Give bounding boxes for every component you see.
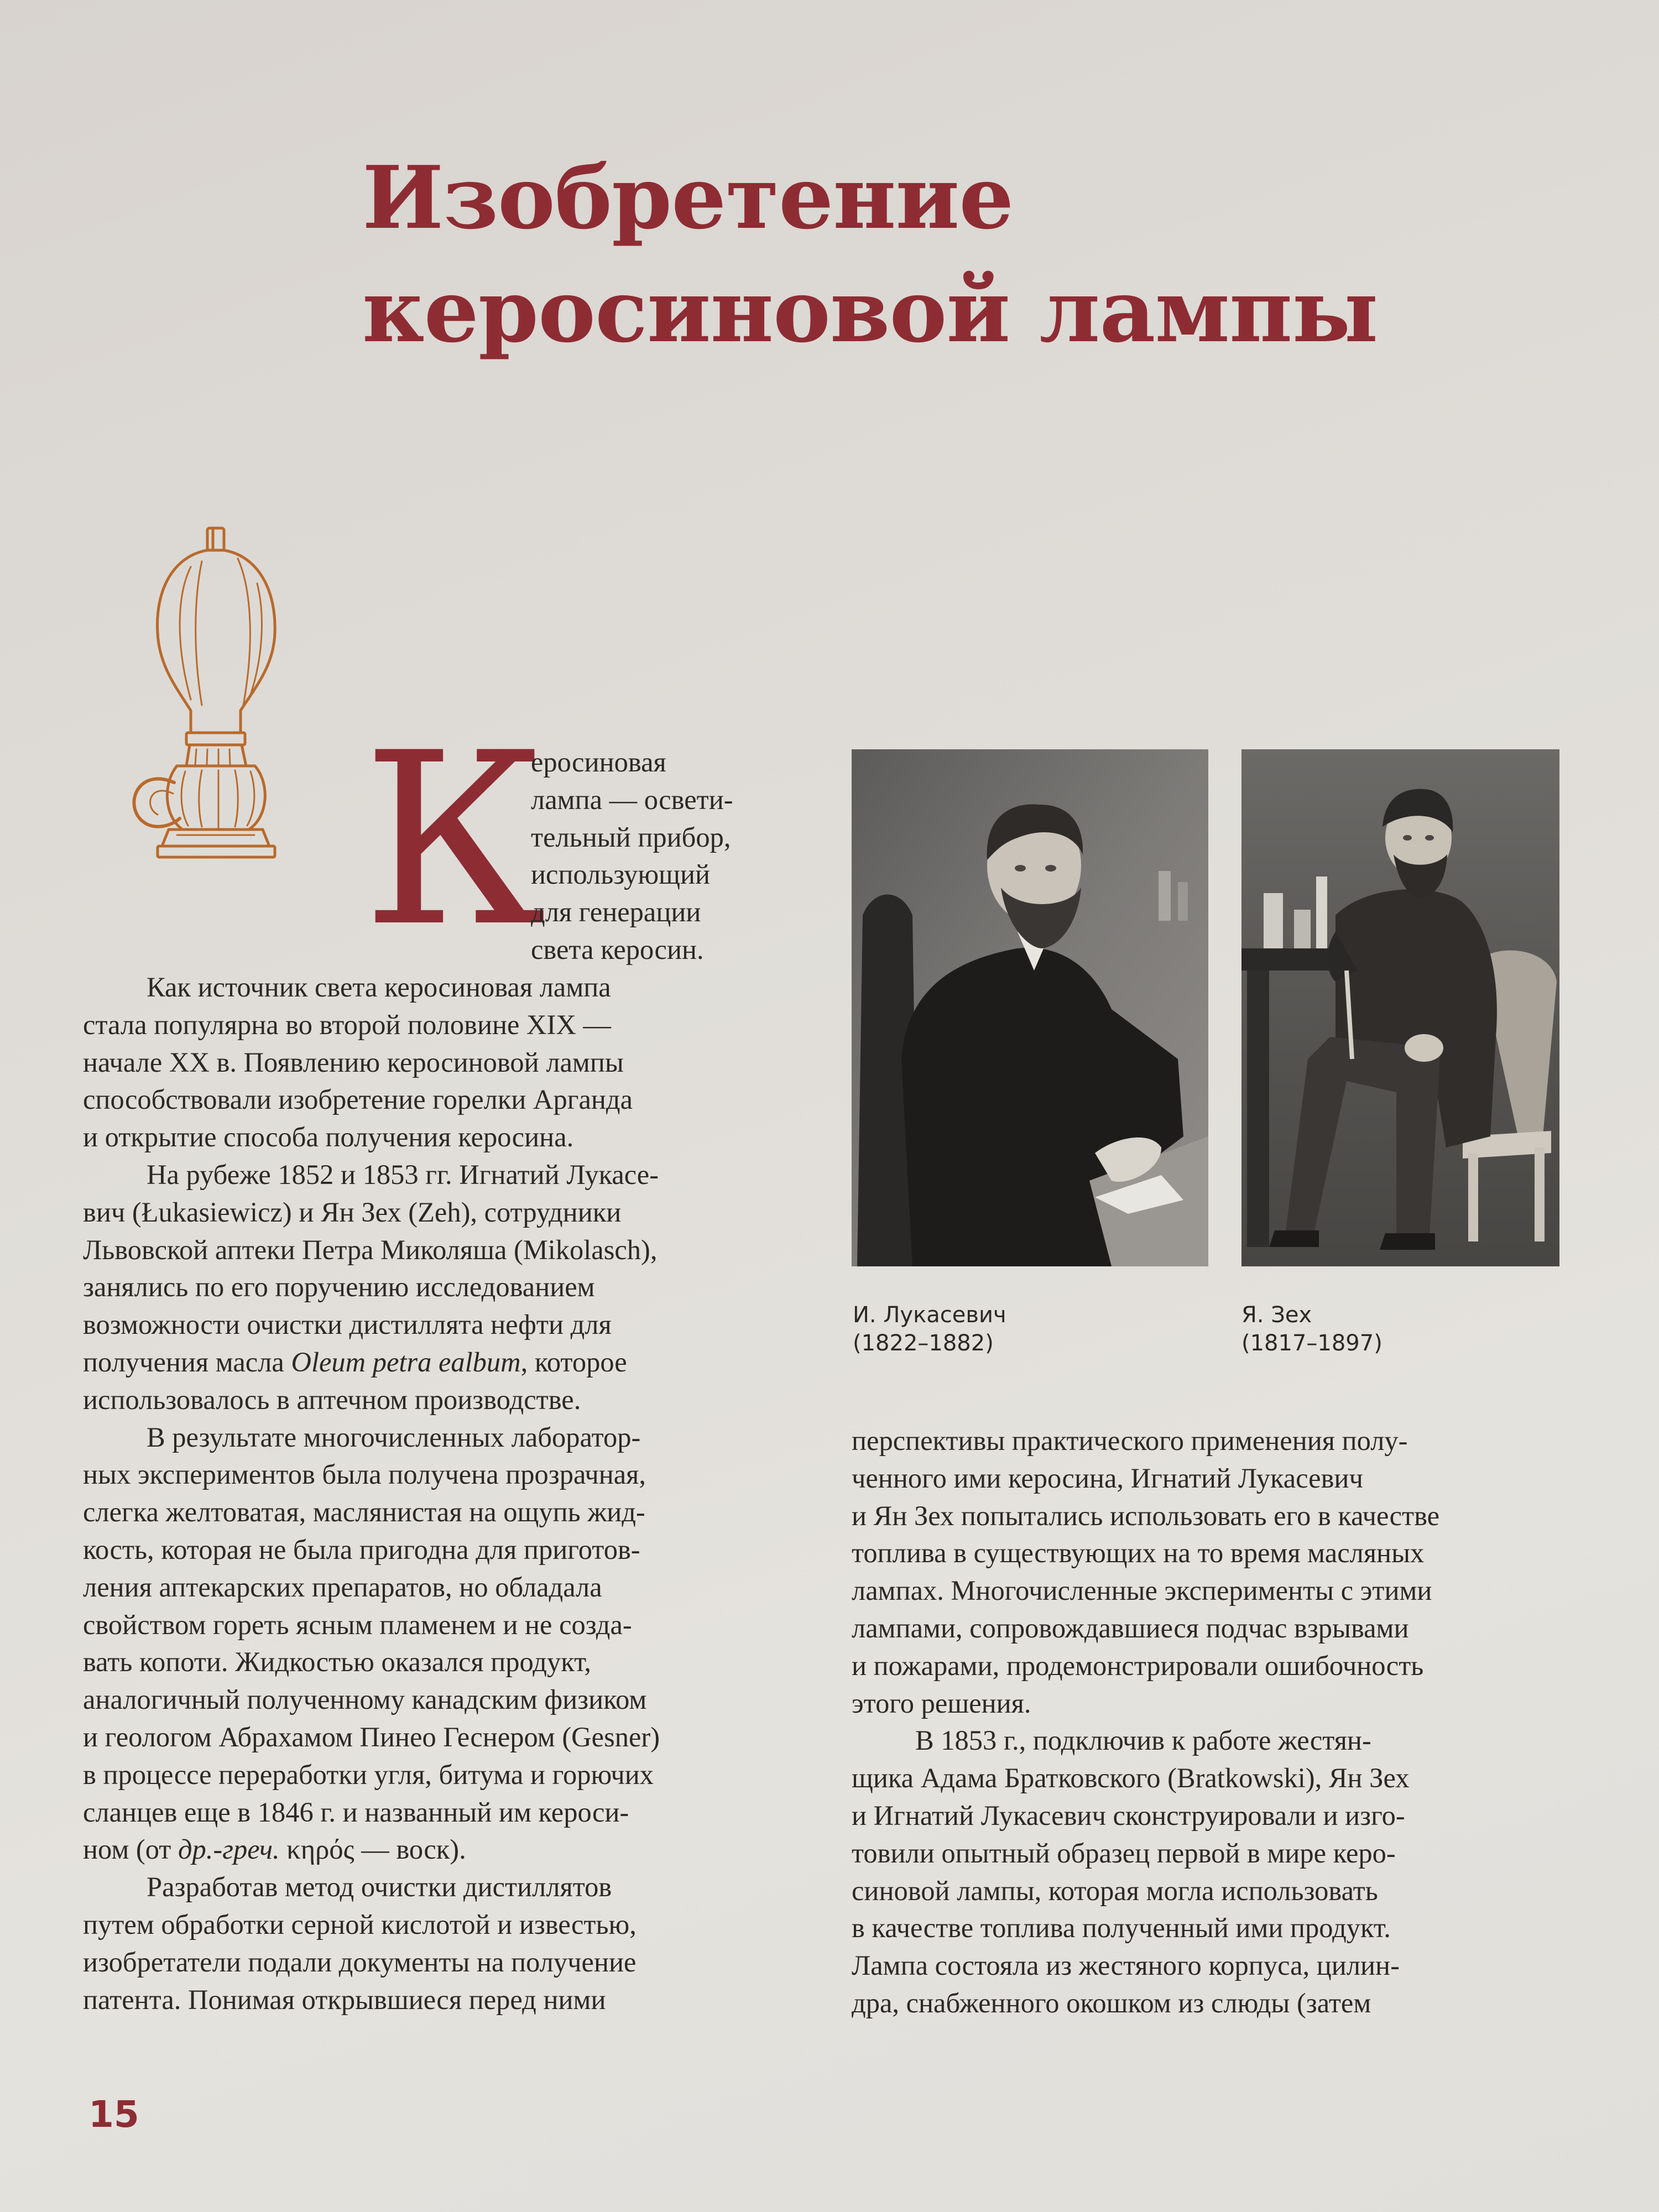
text-line: способствовали изобретение горелки Арганда xyxy=(83,1084,633,1115)
text-line: патента. Понимая открывшиеся перед ними xyxy=(83,1984,606,2015)
page-title xyxy=(362,141,1468,368)
text-fragment: получения масла xyxy=(83,1346,284,1378)
latin-term: Oleum petra ealbum xyxy=(291,1346,521,1378)
text-line: вич (Łukasiewicz) и Ян Зех (Zeh), сотрудники xyxy=(83,1196,622,1228)
text-line: тельный прибор, xyxy=(531,821,731,853)
text-fragment: ном (от xyxy=(83,1834,171,1865)
text-line: начале XX в. Появлению керосиновой лампы xyxy=(83,1046,624,1078)
text-line: В 1853 г., подключив к работе жестян- xyxy=(915,1725,1371,1756)
text-line: ления аптекарских препаратов, но обладала xyxy=(83,1571,602,1603)
text-line: Лампа состояла из жестяного корпуса, цилин- xyxy=(852,1950,1400,1981)
photo-caption-zeh xyxy=(1241,1301,1551,1358)
text-line: и геологом Абрахамом Пинео Геснером (Gesner) xyxy=(83,1721,660,1752)
left-text-column xyxy=(83,969,802,2018)
text-line: ных экспериментов была получена прозрачная, xyxy=(83,1459,646,1490)
text-line: перспективы практического применения полу- xyxy=(852,1425,1408,1456)
text-line: для генерации xyxy=(531,896,701,928)
text-line: и пожарами, продемонстрировали ошибочность xyxy=(852,1650,1424,1681)
text-line: кость, которая не была пригодна для приготов- xyxy=(83,1533,640,1565)
text-line: лампами, сопровождавшиеся подчас взрывами xyxy=(852,1612,1409,1644)
text-line: света керосин. xyxy=(531,933,704,965)
text-line: Разработав метод очистки дистиллятов xyxy=(147,1871,612,1903)
text-line: и Игнатий Лукасевич сконструировали и изго- xyxy=(852,1799,1405,1831)
page-number: 15 xyxy=(88,2093,139,2136)
text-line: лампа — освети- xyxy=(531,784,733,815)
text-line: и Ян Зех попытались использовать его в качестве xyxy=(852,1500,1440,1531)
text-line: свойством гореть ясным пламенем и не созда- xyxy=(83,1609,632,1640)
text-line: ченного ими керосина, Игнатий Лукасевич xyxy=(852,1462,1363,1494)
text-line: стала популярна во второй половине XIX — xyxy=(83,1009,611,1040)
text-line: возможности очистки дистиллята нефти для xyxy=(83,1309,612,1340)
text-line: в качестве топлива полученный ими продукт. xyxy=(852,1912,1391,1944)
text-line: товили опытный образец первой в мире керо- xyxy=(852,1837,1396,1869)
text-line: путем обработки серной кислотой и известью, xyxy=(83,1908,637,1940)
text-line: в процессе переработки угля, битума и горючих xyxy=(83,1759,654,1790)
text-line: щика Адама Братковского (Bratkowski), Ян Зех xyxy=(852,1762,1410,1794)
text-line: этого решения. xyxy=(852,1687,1031,1719)
photo-caption-lukasiewicz xyxy=(853,1301,1185,1358)
text-line: использовалось в аптечном производстве. xyxy=(83,1384,581,1415)
text-line: еросиновая xyxy=(531,747,666,778)
text-line: аналогичный полученному канадским физиком xyxy=(83,1684,647,1715)
caption-years: (1817–1897) xyxy=(1241,1331,1383,1356)
text-line: использующий xyxy=(531,859,711,890)
text-line: В результате многочисленных лаборатор- xyxy=(147,1421,641,1453)
intro-paragraph xyxy=(531,744,841,969)
text-fragment: , которое xyxy=(520,1346,627,1378)
text-line: Как источник света керосиновая лампа xyxy=(147,972,611,1003)
portrait-photo-zeh xyxy=(1241,749,1559,1266)
drop-cap: К xyxy=(362,702,546,979)
text-line xyxy=(83,1344,802,1381)
kerosene-lamp-icon xyxy=(124,523,312,871)
text-line: топлива в существующих на то время масляных xyxy=(852,1537,1425,1569)
caption-name: И. Лукасевич xyxy=(853,1302,1006,1328)
text-line: Львовской аптеки Петра Миколяша (Mikolasch), xyxy=(83,1234,658,1265)
text-fragment: κηρός — воск). xyxy=(286,1834,466,1865)
text-line: На рубеже 1852 и 1853 гг. Игнатий Лукасе- xyxy=(147,1159,659,1190)
text-line: и открытие способа получения керосина. xyxy=(83,1121,574,1153)
title-line-1: Изобретение xyxy=(362,147,1014,248)
abbreviation: др.-греч. xyxy=(178,1834,280,1865)
caption-years: (1822–1882) xyxy=(853,1331,994,1356)
portrait-photo-lukasiewicz xyxy=(852,749,1208,1266)
text-line: дра, снабженного окошком из слюды (затем xyxy=(852,1987,1371,2018)
text-line: слегка желтоватая, маслянистая на ощупь жид- xyxy=(83,1496,645,1528)
text-line: сланцев еще в 1846 г. и названный им кероси- xyxy=(83,1796,629,1828)
title-line-2: керосиновой лампы xyxy=(362,260,1378,362)
text-line: вать копоти. Жидкостью оказался продукт, xyxy=(83,1646,591,1678)
text-line: занялись по его поручению исследованием xyxy=(83,1271,595,1303)
text-line xyxy=(83,1831,802,1869)
right-text-column xyxy=(852,1422,1571,2022)
text-line: изобретатели подали документы на получение xyxy=(83,1946,637,1978)
text-line: синовой лампы, которая могла использовать xyxy=(852,1875,1378,1906)
caption-name: Я. Зех xyxy=(1241,1302,1312,1328)
text-line: лампах. Многочисленные эксперименты с этими xyxy=(852,1575,1432,1606)
